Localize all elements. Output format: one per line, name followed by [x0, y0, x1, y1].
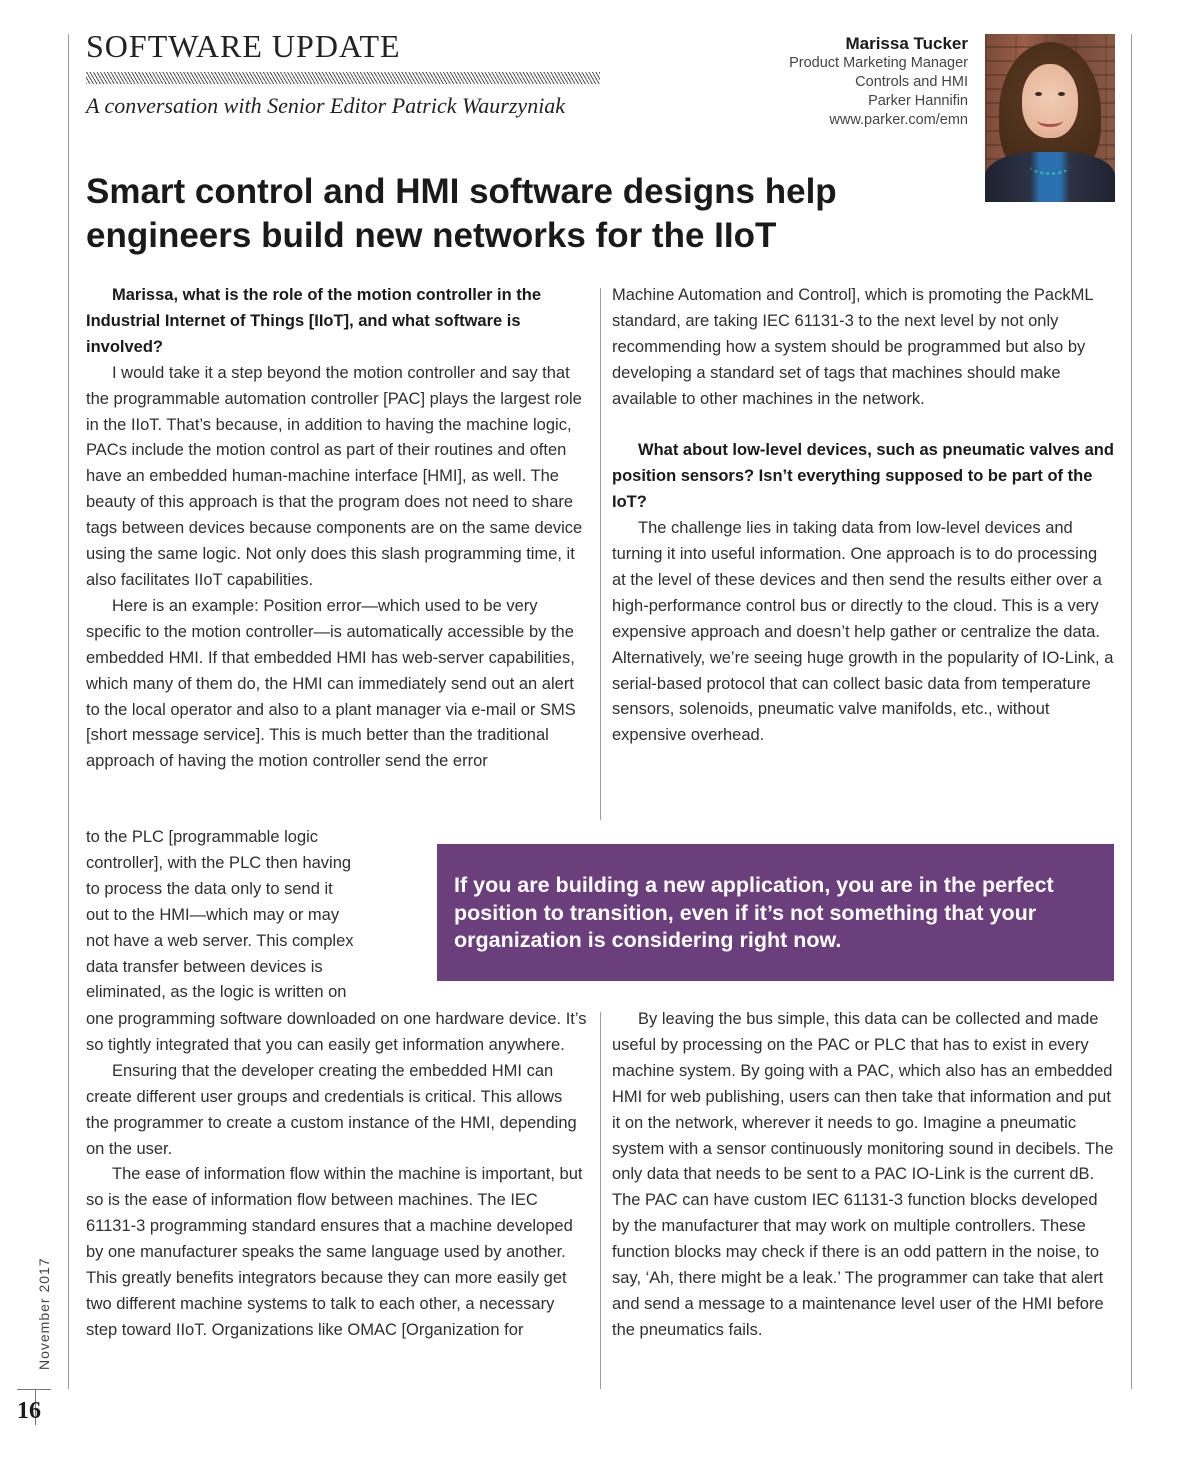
page-number: 16 — [17, 1398, 41, 1424]
right-column-bottom — [612, 1007, 1115, 1344]
body-line: eliminated, as the logic is written on — [86, 983, 347, 1002]
body-paragraph: I would take it a step beyond the motion controller and say that the programmable automation controller [PAC] plays the largest role in the IIoT. That’s because, in addition to having the machine logic, PACs include the motion control as part of their routines and often have an embedded human-machine interface [HMI], as well. The beauty of this approach is that the program does not need to share tags between devices because components are on the same device using the same logic. Not only does this slash programming time, it also facilitates IIoT capabilities. — [86, 363, 583, 589]
body-line: to the PLC [programmable logic — [86, 828, 319, 846]
pull-quote-box — [437, 844, 1114, 981]
body-paragraph: one programming software downloaded on one hardware device. It’s so tightly integrated that you can easily get information anywhere. — [86, 1010, 587, 1054]
interview-question: Marissa, what is the role of the motion controller in the Industrial Internet of Things [IIoT], and what software is involved? — [86, 286, 542, 356]
interview-question: What about low-level devices, such as pneumatic valves and position sensors? Isn’t everything supposed to be part of the IoT? — [612, 441, 1114, 512]
author-title: Product Marketing Manager — [789, 55, 968, 71]
folio-rule — [17, 1389, 51, 1390]
body-paragraph: Machine Automation and Control], which is promoting the PackML standard, are taking IEC 61131-3 to the next level by not only recommending how a system should be programmed but also by developing a standard set of tags that machines should make available to other machines in the network. — [612, 286, 1093, 408]
author-department: Controls and HMI — [855, 74, 968, 90]
article-subtitle: A conversation with Senior Editor Patrick Waurzyniak — [86, 93, 566, 118]
left-column-top — [86, 283, 589, 775]
author-website[interactable]: www.parker.com/emn — [829, 112, 968, 128]
article-headline: Smart control and HMI software designs help engineers build new networks for the IIoT — [86, 172, 837, 255]
right-margin-rule — [1131, 34, 1132, 1389]
body-paragraph: Ensuring that the developer creating the embedded HMI can create different user groups and credentials is critical. This allows the programmer to create a custom instance of the HMI, depending on the user. — [86, 1061, 577, 1158]
paragraph-gap — [612, 413, 1115, 439]
pull-quote-text: If you are building a new application, you are in the perfect position to transition, even if it’s not something that your organization is considering right now. — [454, 873, 1054, 952]
author-company: Parker Hannifin — [868, 93, 968, 109]
body-line: out to the HMI—which may or may — [86, 905, 340, 924]
author-name: Marissa Tucker — [845, 34, 968, 53]
column-divider-top — [600, 288, 601, 820]
body-line: controller], with the PLC then having — [86, 853, 352, 872]
author-byline — [668, 33, 968, 130]
author-photo — [985, 34, 1115, 202]
hatch-rule — [86, 72, 600, 84]
body-line: to process the data only to send it — [86, 879, 333, 898]
left-column-narrow — [86, 825, 416, 1006]
body-paragraph: The ease of information flow within the machine is important, but so is the ease of information flow between machines. The IEC 61131-3 programming standard ensures that a machine developed by one manufacturer speaks the same language used by another. This greatly benefits integrators because they can more easily get two different machine systems to talk to each other, a necessary step toward IIoT. Organizations like OMAC [Organization for — [86, 1165, 583, 1339]
body-paragraph: Here is an example: Position error—which used to be very specific to the motion controller—is automatically accessible by the embedded HMI. If that embedded HMI has web-server capabilities, which many of them do, the HMI can immediately send out an alert to the local operator and also to a plant manager via e-mail or SMS [short message service]. This is much better than the traditional approach of having the motion controller send the error — [86, 596, 576, 771]
issue-date: November 2017 — [36, 1257, 52, 1370]
column-divider-bottom — [600, 1012, 601, 1389]
body-paragraph: By leaving the bus simple, this data can be collected and made useful by processing on the PAC or PLC that has to exist in every machine system. By going with a PAC, which also has an embedded HMI for web publishing, users can then take that information and put it on the network, wherever it needs to go. Imagine a pneumatic system with a sensor continuously monitoring sound in decibels. The only data that needs to be sent to a PAC IO-Link is the current dB. The PAC can have custom IEC 61131-3 function blocks developed by the manufacturer that may work on multiple controllers. These function blocks may check if there is an odd pattern in the noise, to say, ‘Ah, there might be a leak.’ The programmer can take that alert and send a message to a maintenance level user of the HMI before the pneumatics fails. — [612, 1010, 1114, 1339]
left-margin-rule — [68, 34, 69, 1389]
body-line: not have a web server. This complex — [86, 931, 354, 950]
right-column-top — [612, 283, 1115, 749]
body-paragraph: The challenge lies in taking data from low-level devices and turning it into useful information. One approach is to do processing at the level of these devices and then send the results either over a high-performance control bus or directly to the cloud. This is a very expensive approach and doesn’t help gather or centralize the data. Alternatively, we’re seeing huge growth in the popularity of IO-Link, a serial-based protocol that can collect basic data from temperature sensors, solenoids, pneumatic valve manifolds, etc., without expensive overhead. — [612, 519, 1114, 745]
section-title: SOFTWARE UPDATE — [86, 28, 401, 64]
body-line: data transfer between devices is — [86, 957, 323, 976]
left-column-bottom — [86, 1007, 589, 1344]
